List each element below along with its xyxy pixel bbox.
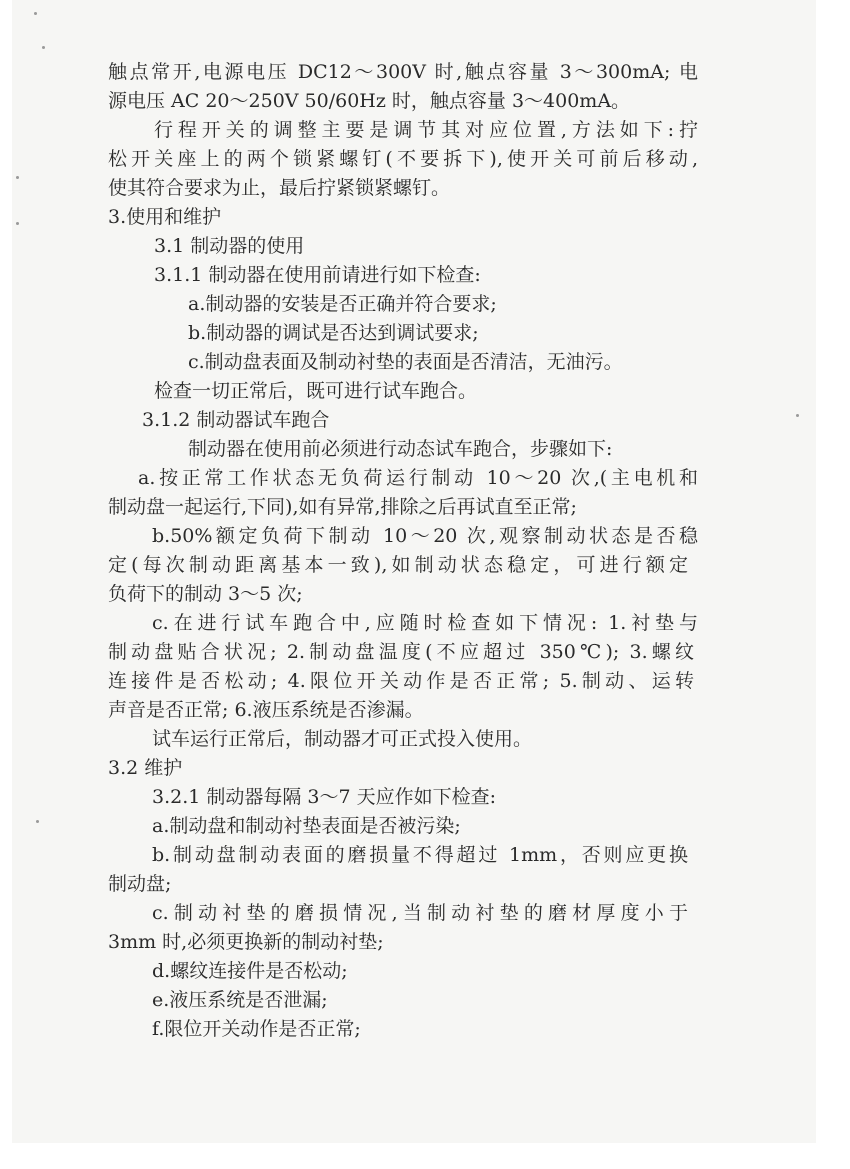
- text-line: a.按正常工作状态无负荷运行制动 10～20 次,(主电机和: [138, 467, 698, 489]
- text-line: 3mm 时,必须更换新的制动衬垫;: [108, 931, 384, 953]
- text-line: c.在进行试车跑合中,应随时检查如下情况: 1.衬垫与: [152, 612, 698, 634]
- text-line: 松开关座上的两个锁紧螺钉(不要拆下),使开关可前后移动,: [108, 148, 698, 170]
- text-line: 制动器在使用前必须进行动态试车跑合，步骤如下:: [188, 438, 613, 460]
- text-line: e.液压系统是否泄漏;: [152, 989, 328, 1011]
- scan-speck: [16, 176, 19, 179]
- text-line: 制动盘贴合状况; 2.制动盘温度(不应超过 350℃); 3.螺纹: [108, 641, 694, 663]
- text-line: b.50%额定负荷下制动 10～20 次,观察制动状态是否稳: [152, 525, 698, 547]
- text-line: 试车运行正常后，制动器才可正式投入使用。: [152, 728, 533, 750]
- text-line: 连接件是否松动; 4.限位开关动作是否正常; 5.制动、运转: [108, 670, 694, 692]
- text-line: 负荷下的制动 3～5 次;: [108, 583, 303, 605]
- scan-speck: [42, 46, 45, 49]
- scan-speck: [796, 414, 799, 417]
- text-line: 制动盘一起运行,下同),如有异常,排除之后再试直至正常;: [108, 496, 577, 518]
- text-line: f.限位开关动作是否正常;: [152, 1018, 361, 1040]
- text-line: 3.1.2 制动器试车跑合: [142, 409, 330, 431]
- text-line: b.制动盘制动表面的磨损量不得超过 1mm，否则应更换: [152, 844, 688, 866]
- text-line: 检查一切正常后，既可进行试车跑合。: [154, 380, 478, 402]
- scan-speck: [36, 820, 39, 823]
- text-line: c.制动衬垫的磨损情况,当制动衬垫的磨材厚度小于: [152, 902, 688, 924]
- scanned-page: [12, 0, 816, 1143]
- text-line: b.制动器的调试是否达到调试要求;: [188, 322, 479, 344]
- text-line: a.制动器的安装是否正确并符合要求;: [188, 293, 497, 315]
- scan-speck: [34, 12, 37, 15]
- text-line: 3.2.1 制动器每隔 3～7 天应作如下检查:: [152, 786, 497, 808]
- text-line: 源电压 AC 20～250V 50/60Hz 时，触点容量 3～400mA。: [108, 90, 631, 112]
- text-line: 触点常开,电源电压 DC12～300V 时,触点容量 3～300mA; 电: [108, 61, 698, 83]
- text-line: 3.2 维护: [108, 757, 183, 779]
- text-line: c.制动盘表面及制动衬垫的表面是否清洁，无油污。: [188, 351, 623, 373]
- text-line: 3.1 制动器的使用: [154, 235, 305, 257]
- text-line: a.制动盘和制动衬垫表面是否被污染;: [152, 815, 461, 837]
- text-line: 使其符合要求为止，最后拧紧锁紧螺钉。: [108, 177, 451, 199]
- text-line: 行程开关的调整主要是调节其对应位置,方法如下:拧: [154, 119, 698, 141]
- text-line: d.螺纹连接件是否松动;: [152, 960, 348, 982]
- text-line: 制动盘;: [108, 873, 172, 895]
- text-line: 声音是否正常; 6.液压系统是否渗漏。: [108, 699, 424, 721]
- text-line: 3.使用和维护: [108, 206, 222, 228]
- document-body: [108, 58, 708, 1044]
- scan-speck: [16, 222, 19, 225]
- text-line: 定(每次制动距离基本一致),如制动状态稳定，可进行额定: [108, 554, 688, 576]
- text-line: 3.1.1 制动器在使用前请进行如下检查:: [154, 264, 481, 286]
